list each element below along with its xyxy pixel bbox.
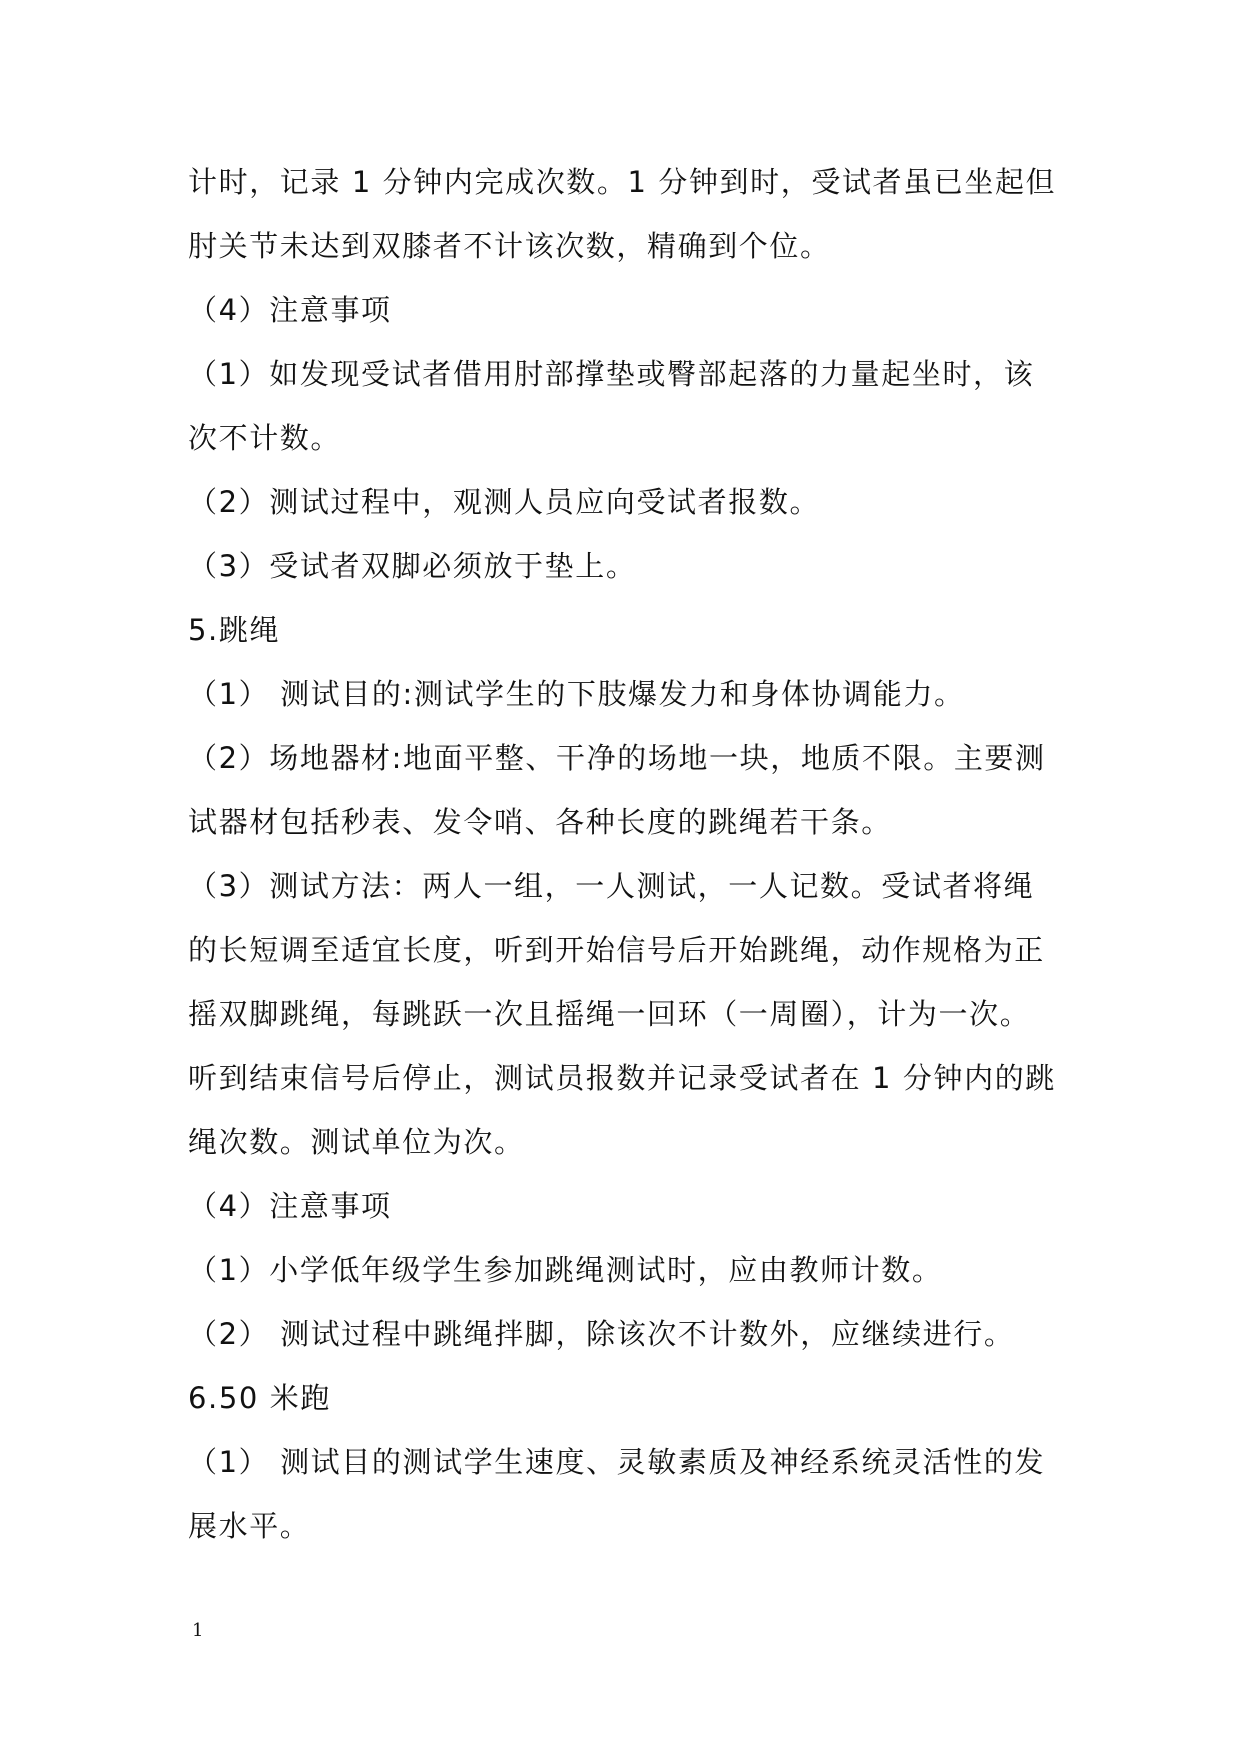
section-heading: （4）注意事项 — [188, 1189, 392, 1223]
text-line: 摇双脚跳绳，每跳跃一次且摇绳一回环（一周圈），计为一次。 — [188, 997, 1031, 1031]
text-line: 绳次数。测试单位为次。 — [188, 1125, 525, 1159]
text-line: 的长短调至适宜长度，听到开始信号后开始跳绳，动作规格为正 — [188, 933, 1045, 967]
section-heading: 5.跳绳 — [188, 613, 281, 647]
text-line: 展水平。 — [188, 1509, 311, 1543]
body-text — [188, 150, 1068, 1558]
text-line: （2）测试过程中，观测人员应向受试者报数。 — [188, 485, 821, 519]
text-line: （1）小学低年级学生参加跳绳测试时，应由教师计数。 — [188, 1253, 943, 1287]
section-heading: （4）注意事项 — [188, 293, 392, 327]
section-heading: 6.50 米跑 — [188, 1381, 331, 1415]
text-line: 试器材包括秒表、发令哨、各种长度的跳绳若干条。 — [188, 805, 892, 839]
text-line: （2） 测试过程中跳绳拌脚，除该次不计数外，应继续进行。 — [188, 1317, 1015, 1351]
text-line: （1）如发现受试者借用肘部撑垫或臀部起落的力量起坐时，该 — [188, 357, 1035, 391]
text-line: 次不计数。 — [188, 421, 342, 455]
text-line: 听到结束信号后停止，测试员报数并记录受试者在 1 分钟内的跳 — [188, 1061, 1056, 1095]
text-line: （3）受试者双脚必须放于垫上。 — [188, 549, 637, 583]
text-line: （2）场地器材:地面平整、干净的场地一块，地质不限。主要测 — [188, 741, 1046, 775]
text-line: 肘关节未达到双膝者不计该次数，精确到个位。 — [188, 229, 831, 263]
text-line: （1） 测试目的测试学生速度、灵敏素质及神经系统灵活性的发 — [188, 1445, 1046, 1479]
text-line: 计时，记录 1 分钟内完成次数。1 分钟到时，受试者虽已坐起但 — [188, 165, 1057, 199]
page-number: 1 — [192, 1620, 204, 1641]
text-line: （3）测试方法：两人一组，一人测试，一人记数。受试者将绳 — [188, 869, 1035, 903]
text-line: （1） 测试目的:测试学生的下肢爆发力和身体协调能力。 — [188, 677, 965, 711]
